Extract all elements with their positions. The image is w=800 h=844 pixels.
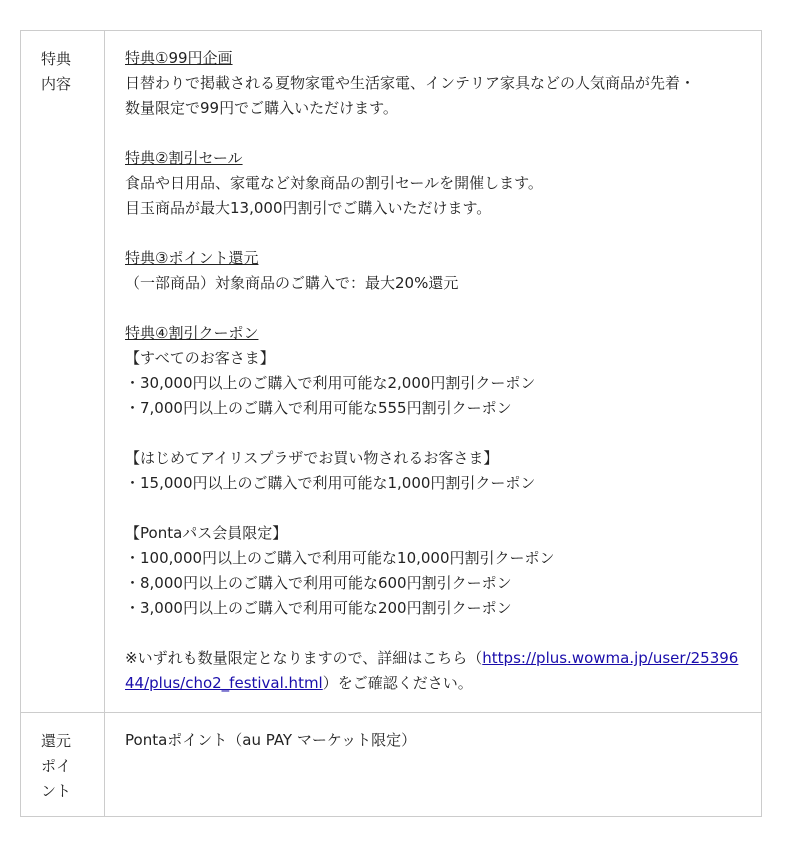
spacer	[125, 621, 741, 646]
row-label-points: 還元 ポイ ント	[41, 732, 72, 800]
coupon-group-title: 【Pontaパス会員限定】	[125, 524, 288, 542]
benefit-text: （一部商品）対象商品のご購入で：最大20%還元	[125, 274, 459, 292]
spacer	[125, 496, 741, 521]
coupon-item: ・30,000円以上のご購入で利用可能な2,000円割引クーポン	[125, 374, 536, 392]
coupon-group-ponta-pass	[125, 521, 741, 621]
coupon-group-title: 【すべてのお客さま】	[125, 349, 275, 367]
benefit-section-1	[125, 46, 741, 121]
benefit-text: 食品や日用品、家電など対象商品の割引セールを開催します。	[125, 174, 543, 192]
benefit-heading: 特典①99円企画	[125, 49, 233, 67]
row-label-benefits: 特典 内容	[41, 50, 72, 93]
notice-prefix: ※いずれも数量限定となりますので、詳細はこちら（	[125, 649, 483, 667]
benefit-text: 数量限定で99円でご購入いただけます。	[125, 99, 398, 117]
table-row-points	[21, 713, 762, 817]
benefit-section-2	[125, 146, 741, 221]
coupon-group-title: 【はじめてアイリスプラザでお買い物されるお客さま】	[125, 449, 499, 467]
row-label-cell	[21, 713, 105, 817]
spacer	[125, 121, 741, 146]
benefit-heading: 特典②割引セール	[125, 149, 243, 167]
benefit-text: 日替わりで掲載される夏物家電や生活家電、インテリア家具などの人気商品が先着・	[125, 74, 696, 92]
coupon-item: ・3,000円以上のご購入で利用可能な200円割引クーポン	[125, 599, 512, 617]
festival-details-link[interactable]: https://plus.wowma.jp/user/2539644/plus/cho2_festival.html	[125, 649, 739, 692]
benefit-section-4	[125, 321, 741, 421]
notice-text	[125, 646, 741, 696]
points-text: Pontaポイント（au PAY マーケット限定）	[125, 731, 417, 749]
benefit-heading: 特典④割引クーポン	[125, 324, 259, 342]
points-content-cell	[105, 713, 762, 817]
coupon-item: ・8,000円以上のご購入で利用可能な600円割引クーポン	[125, 574, 512, 592]
notice-suffix: ）をご確認ください。	[322, 674, 473, 692]
coupon-item: ・7,000円以上のご購入で利用可能な555円割引クーポン	[125, 399, 512, 417]
coupon-item: ・100,000円以上のご購入で利用可能な10,000円割引クーポン	[125, 549, 555, 567]
benefits-table	[20, 30, 762, 817]
coupon-group-first-time	[125, 446, 741, 496]
benefit-section-3	[125, 246, 741, 296]
spacer	[125, 221, 741, 246]
row-label-cell	[21, 31, 105, 713]
benefit-heading: 特典③ポイント還元	[125, 249, 259, 267]
benefits-content-cell	[105, 31, 762, 713]
benefit-text: 目玉商品が最大13,000円割引でご購入いただけます。	[125, 199, 492, 217]
spacer	[125, 296, 741, 321]
spacer	[125, 421, 741, 446]
coupon-item: ・15,000円以上のご購入で利用可能な1,000円割引クーポン	[125, 474, 536, 492]
table-row-benefits	[21, 31, 762, 713]
